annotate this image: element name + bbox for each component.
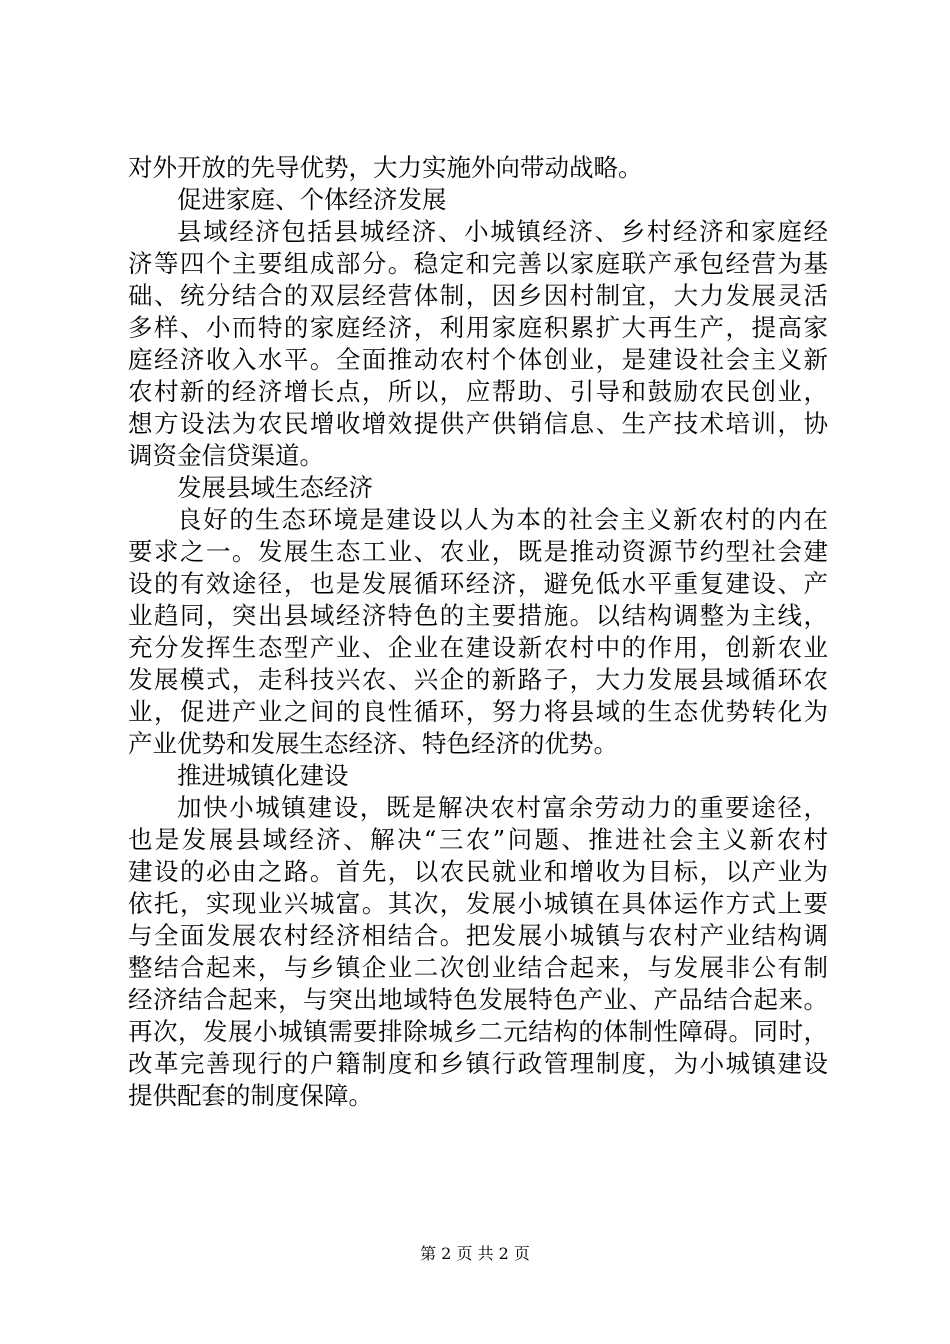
section-heading: 促进家庭、个体经济发展 [177, 185, 447, 214]
paragraph-line: 建设的必由之路。首先，以农民就业和增收为目标，以产业为 [128, 857, 828, 886]
paragraph-line: 充分发挥生态型产业、企业在建设新农村中的作用，创新农业 [128, 633, 828, 662]
paragraph-line: 产业优势和发展生态经济、特色经济的优势。 [128, 729, 618, 758]
document-body [128, 152, 828, 1112]
section-heading: 推进城镇化建设 [177, 761, 349, 790]
paragraph-line: 调资金信贷渠道。 [128, 441, 324, 470]
paragraph-line: 提供配套的制度保障。 [128, 1081, 373, 1110]
paragraph-line: 础、统分结合的双层经营体制，因乡因村制宜，大力发展灵活 [128, 281, 828, 310]
paragraph-line: 庭经济收入水平。全面推动农村个体创业，是建设社会主义新 [128, 345, 828, 374]
paragraph-line: 济等四个主要组成部分。稳定和完善以家庭联产承包经营为基 [128, 249, 828, 278]
paragraph-line: 农村新的经济增长点，所以，应帮助、引导和鼓励农民创业， [128, 377, 828, 406]
paragraph-line: 想方设法为农民增收增效提供产供销信息、生产技术培训，协 [128, 409, 828, 438]
paragraph-line: 多样、小而特的家庭经济，利用家庭积累扩大再生产，提高家 [128, 313, 828, 342]
paragraph-line: 改革完善现行的户籍制度和乡镇行政管理制度，为小城镇建设 [128, 1049, 828, 1078]
paragraph-line: 要求之一。发展生态工业、农业，既是推动资源节约型社会建 [128, 537, 828, 566]
paragraph-line: 依托，实现业兴城富。其次，发展小城镇在具体运作方式上要 [128, 889, 828, 918]
paragraph-line: 整结合起来，与乡镇企业二次创业结合起来，与发展非公有制 [128, 953, 828, 982]
paragraph-line: 再次，发展小城镇需要排除城乡二元结构的体制性障碍。同时， [128, 1017, 828, 1046]
paragraph-line: 与全面发展农村经济相结合。把发展小城镇与农村产业结构调 [128, 921, 828, 950]
paragraph-line: 经济结合起来，与突出地域特色发展特色产业、产品结合起来。 [128, 985, 828, 1014]
paragraph-line: 设的有效途径，也是发展循环经济，避免低水平重复建设、产 [128, 569, 828, 598]
section-heading: 发展县域生态经济 [177, 473, 373, 502]
paragraph-line: 良好的生态环境是建设以人为本的社会主义新农村的内在 [177, 505, 828, 534]
paragraph-line: 业趋同，突出县域经济特色的主要措施。以结构调整为主线， [128, 601, 828, 630]
paragraph-line: 发展模式，走科技兴农、兴企的新路子，大力发展县域循环农 [128, 665, 828, 694]
paragraph-line: 业，促进产业之间的良性循环，努力将县域的生态优势转化为 [128, 697, 828, 726]
paragraph-line: 加快小城镇建设，既是解决农村富余劳动力的重要途径， [177, 793, 828, 822]
paragraph-line: 也是发展县域经济、解决“三农”问题、推进社会主义新农村 [128, 825, 828, 854]
paragraph-line: 对外开放的先导优势，大力实施外向带动战略。 [128, 153, 643, 182]
page-footer: 第 2 页 共 2 页 [420, 1244, 530, 1263]
paragraph-line: 县域经济包括县城经济、小城镇经济、乡村经济和家庭经 [177, 217, 828, 246]
